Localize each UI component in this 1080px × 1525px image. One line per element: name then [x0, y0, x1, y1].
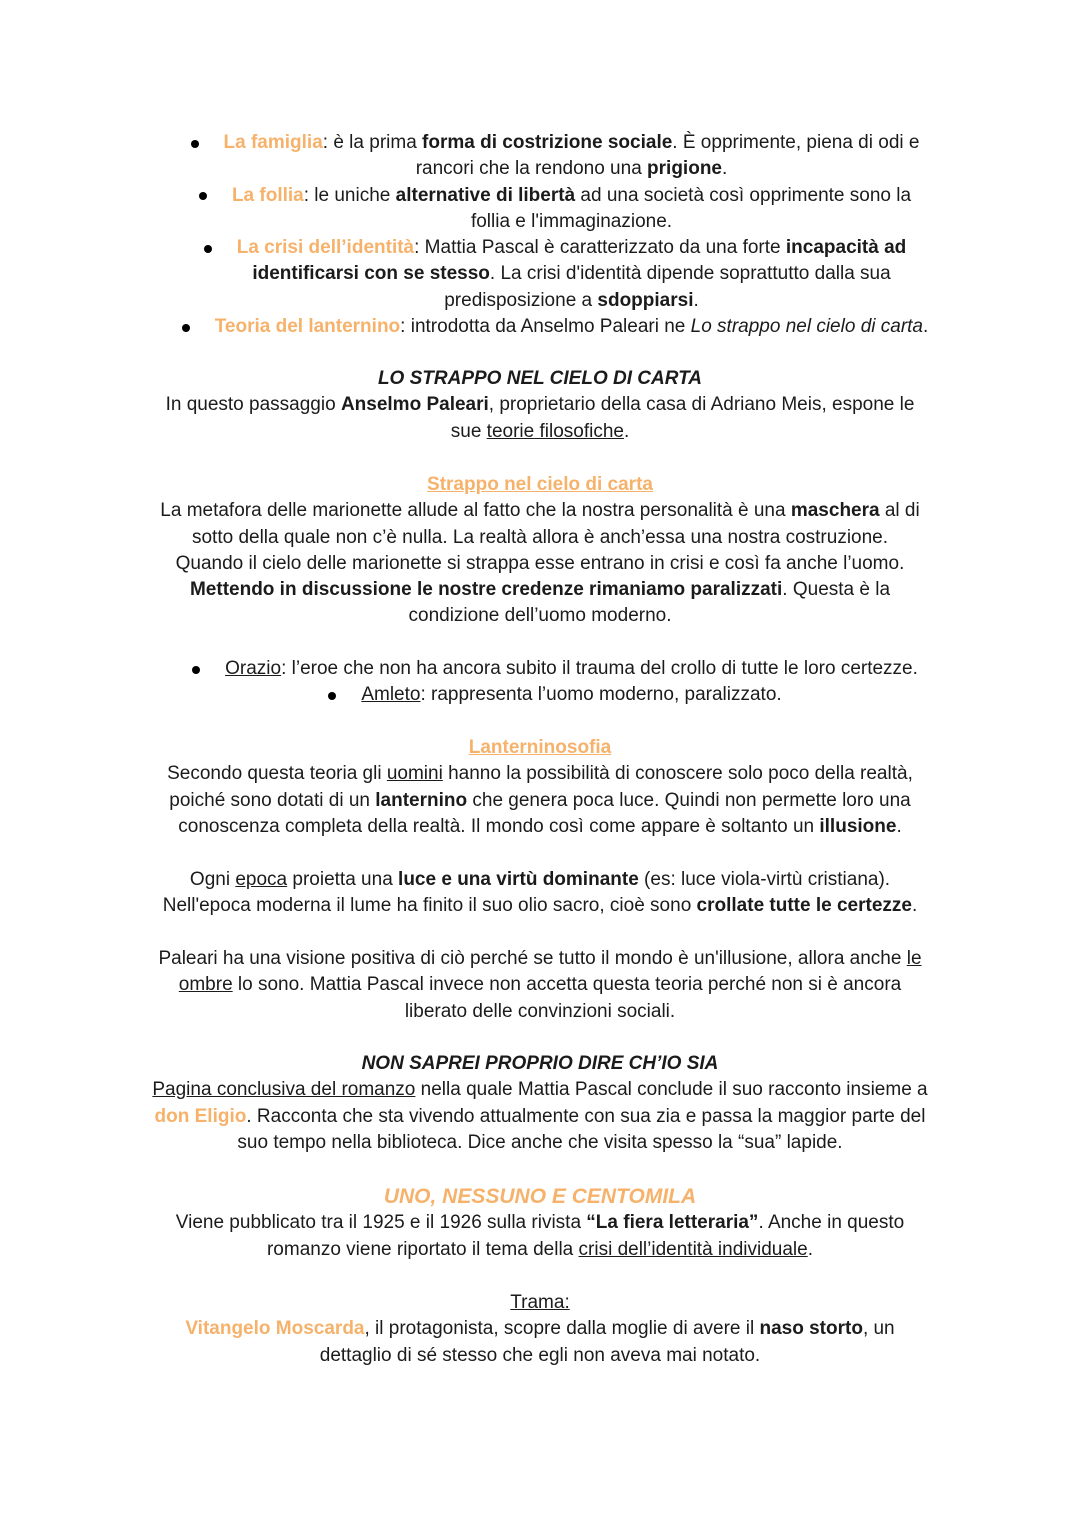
- conclusione-section: [0, 1051, 1080, 1156]
- bullet-icon: [328, 692, 336, 700]
- highlighted-term: La famiglia: [223, 132, 323, 153]
- bullet-icon: [204, 245, 212, 253]
- text-run: . Anche in questo: [758, 1212, 905, 1234]
- bullet-icon: [192, 666, 200, 674]
- paragraph-line: [0, 814, 1080, 840]
- text-run: .: [911, 895, 918, 917]
- paragraph-line: [0, 525, 1080, 551]
- highlighted-term: don Eligio: [154, 1105, 247, 1127]
- bold-text: crollate tutte le certezze: [696, 895, 912, 917]
- bold-text: lanternino: [375, 789, 468, 811]
- paragraph-line: [0, 577, 1080, 603]
- list-item-text: [224, 130, 920, 156]
- underlined-text: Amleto: [361, 684, 421, 706]
- characters-list: [63, 656, 1080, 709]
- text-run: Quando il cielo delle marionette si strappa esse entrano in crisi e così fa anche l’uomo.: [175, 552, 905, 574]
- section-title: UNO, NESSUNO E CENTOMILA: [383, 1185, 697, 1208]
- list-line: [63, 156, 1080, 182]
- paragraph-line: [0, 498, 1080, 524]
- paragraph-line: [0, 946, 1080, 972]
- text-run: Nell'epoca moderna il lume ha finito il suo olio sacro, cioè sono: [162, 895, 697, 917]
- highlighted-term: La follia: [231, 184, 304, 206]
- text-run: hanno la possibilità di conoscere solo poco della realtà,: [442, 763, 913, 785]
- text-run: Secondo questa teoria gli: [167, 763, 387, 785]
- bold-text: identificarsi con se stesso: [252, 263, 490, 285]
- text-run: poiché sono dotati di un: [169, 789, 376, 811]
- text-run: al di: [879, 500, 920, 522]
- bold-text: maschera: [790, 500, 880, 522]
- subheading-line: [0, 472, 1080, 498]
- lanterninosofia-section: [0, 735, 1080, 840]
- bullet-icon: [191, 140, 199, 148]
- uno-nessuno-section: [0, 1184, 1080, 1263]
- italic-title: Lo strappo nel cielo di carta: [690, 316, 924, 338]
- text-run: : l’eroe che non ha ancora subito il trauma del crollo di tutte le loro certezze.: [281, 658, 918, 679]
- underlined-text: uomini: [386, 763, 443, 785]
- list-item-crisi-identita: [63, 235, 1080, 314]
- bold-text: luce e una virtù dominante: [398, 869, 639, 890]
- text-run: sue: [450, 420, 487, 442]
- bullet-icon: [199, 192, 207, 200]
- text-run: condizione dell’uomo moderno.: [408, 605, 672, 627]
- text-run: In questo passaggio: [165, 394, 341, 416]
- paragraph-line: [0, 972, 1080, 998]
- subheading-line: [0, 735, 1080, 761]
- list-line: [63, 209, 1080, 235]
- list-line: [63, 130, 1080, 156]
- text-run: follia e l'immaginazione.: [470, 210, 673, 232]
- text-run: : è la prima: [322, 132, 423, 153]
- underlined-text: epoca: [235, 869, 288, 890]
- list-item-famiglia: [63, 130, 1080, 183]
- bold-text: forma di costrizione sociale: [422, 132, 673, 153]
- text-run: suo tempo nella biblioteca. Dice anche che visita spesso la “sua” lapide.: [237, 1131, 843, 1153]
- list-line: [63, 235, 1080, 261]
- bold-text: illusione: [819, 815, 897, 837]
- paragraph-line: [0, 392, 1080, 418]
- paragraph-line: [0, 893, 1080, 919]
- underlined-text: le: [906, 948, 922, 969]
- text-run: dettaglio di sé stesso che egli non aveva mai notato.: [319, 1344, 761, 1366]
- list-item-amleto: [63, 682, 1080, 708]
- text-run: Paleari ha una visione positiva di ciò perché se tutto il mondo è un'illusione, allora anche: [158, 948, 907, 969]
- paragraph-line: [0, 1237, 1080, 1263]
- list-item-text: [232, 183, 911, 209]
- plot-heading: Trama:: [510, 1292, 570, 1313]
- list-line: [63, 183, 1080, 209]
- paragraph-line: [0, 867, 1080, 893]
- highlighted-term: Teoria del lanternino: [214, 316, 401, 338]
- list-item-orazio: [63, 656, 1080, 682]
- paragraph-line: [0, 1210, 1080, 1236]
- text-run: nella quale Mattia Pascal conclude il suo racconto insieme a: [415, 1079, 928, 1101]
- paragraph-line: [0, 761, 1080, 787]
- underlined-text: Orazio: [225, 658, 282, 679]
- list-item-lanternino: [63, 314, 1080, 340]
- text-run: , proprietario della casa di Adriano Meis, espone le: [488, 394, 915, 416]
- text-run: : rappresenta l’uomo moderno, paralizzato.: [420, 684, 782, 706]
- text-run: : Mattia Pascal è caratterizzato da una forte: [414, 237, 786, 259]
- text-run: La metafora delle marionette allude al fatto che la nostra personalità è una: [160, 500, 791, 522]
- text-run: proietta una: [287, 869, 399, 890]
- text-run: .: [623, 420, 630, 442]
- list-item-text: [237, 235, 907, 261]
- text-run: Viene pubblicato tra il 1925 e il 1926 sulla rivista: [175, 1212, 587, 1234]
- list-line: [63, 261, 1080, 287]
- text-run: . La crisi d'identità dipende soprattutto dalla sua: [489, 263, 891, 285]
- text-run: conoscenza completa della realtà. Il mondo così come appare è soltanto un: [178, 815, 820, 837]
- highlighted-term: La crisi dell’identità: [236, 237, 415, 259]
- bullet-icon: [182, 324, 190, 332]
- plot-section: [0, 1290, 1080, 1369]
- bold-text: naso storto: [759, 1318, 863, 1340]
- underlined-text: crisi dell’identità individuale: [578, 1238, 808, 1260]
- bold-text: sdoppiarsi: [597, 289, 694, 311]
- list-item-follia: [63, 183, 1080, 236]
- section-title: LO STRAPPO NEL CIELO DI CARTA: [377, 368, 703, 389]
- underlined-text: ombre: [178, 974, 233, 996]
- bold-text: incapacità ad: [785, 237, 907, 259]
- strappo-subsection: [0, 472, 1080, 630]
- list-line: [63, 288, 1080, 314]
- paragraph-line: [0, 999, 1080, 1025]
- text-run: . Questa è la: [782, 579, 891, 601]
- bold-text: Anselmo Paleari: [340, 394, 489, 416]
- text-run: .: [693, 289, 699, 311]
- bold-text: prigione: [647, 158, 722, 180]
- bold-text: Mettendo in discussione le nostre credenze rimaniamo paralizzati: [189, 579, 783, 601]
- text-run: liberato delle convinzioni sociali.: [404, 1000, 676, 1022]
- text-run: , il protagonista, scopre dalla moglie di avere il: [364, 1318, 760, 1340]
- text-run: lo sono. Mattia Pascal invece non accetta questa teoria perché non si è ancora: [232, 974, 902, 996]
- bold-text: alternative di libertà: [395, 184, 576, 206]
- text-run: . Racconta che sta vivendo attualmente con sua zia e passa la maggior parte del: [246, 1105, 926, 1127]
- section-title: NON SAPREI PROPRIO DIRE CH’IO SIA: [361, 1053, 719, 1074]
- paragraph-line: [0, 1316, 1080, 1342]
- text-run: : le uniche: [303, 184, 396, 206]
- text-run: .: [923, 316, 929, 338]
- text-run: che genera poca luce. Quindi non permette loro una: [467, 789, 911, 811]
- paragraph-line: [0, 1104, 1080, 1130]
- text-run: .: [722, 158, 728, 180]
- paragraph-line: [0, 603, 1080, 629]
- paragraph-line: [0, 788, 1080, 814]
- underlined-text: teorie filosofiche: [486, 420, 624, 442]
- strappo-section: [0, 366, 1080, 445]
- text-run: (es: luce viola-virtù cristiana).: [638, 869, 891, 890]
- underlined-text: Pagina conclusiva del romanzo: [152, 1079, 416, 1101]
- paragraph-line: [0, 1343, 1080, 1369]
- text-run: sotto della quale non c’è nulla. La realtà allora è anch’essa una nostra costruzione.: [191, 526, 889, 548]
- text-run: rancori che la rendono una: [415, 158, 648, 180]
- subheading: Strappo nel cielo di carta: [427, 474, 653, 495]
- list-item-text: [215, 314, 929, 340]
- paragraph-line: [0, 1077, 1080, 1103]
- list-item-text: [225, 656, 918, 682]
- text-run: , un: [862, 1318, 895, 1340]
- text-run: romanzo viene riportato il tema della: [266, 1238, 579, 1260]
- epoca-paragraph: [0, 867, 1080, 920]
- text-run: ad una società così opprimente sono la: [575, 184, 912, 206]
- paleari-paragraph: [0, 946, 1080, 1025]
- text-run: : introdotta da Anselmo Paleari ne: [400, 316, 691, 338]
- section-title-line: [0, 1184, 1080, 1210]
- bold-text: “La fiera letteraria”: [586, 1212, 759, 1234]
- themes-list: [63, 130, 1080, 340]
- text-run: .: [896, 815, 902, 837]
- text-run: Ogni: [189, 869, 236, 890]
- paragraph-line: [0, 551, 1080, 577]
- list-line: [63, 314, 1080, 340]
- paragraph-line: [0, 419, 1080, 445]
- list-item-text: [361, 682, 781, 708]
- text-run: .: [807, 1238, 813, 1260]
- text-run: predisposizione a: [444, 289, 598, 311]
- subheading-line: [0, 1290, 1080, 1316]
- highlighted-term: Vitangelo Moscarda: [185, 1318, 365, 1340]
- subheading: Lanterninosofia: [468, 737, 612, 758]
- paragraph-line: [0, 1130, 1080, 1156]
- text-run: . È opprimente, piena di odi e: [672, 132, 920, 153]
